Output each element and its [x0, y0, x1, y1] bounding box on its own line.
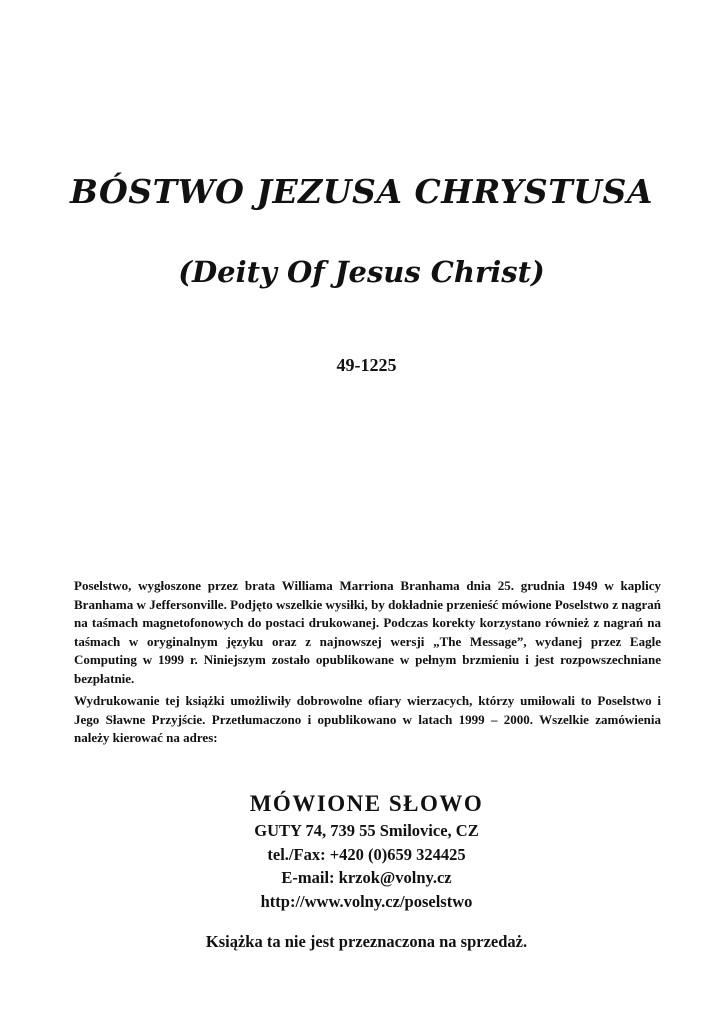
document-title: BÓSTWO JEZUSA CHRYSTUSA [69, 172, 653, 211]
phone-line: tel./Fax: +420 (0)659 324425 [267, 844, 466, 864]
contact-block [0, 789, 723, 913]
organization-name: MÓWIONE SŁOWO [249, 791, 484, 816]
email-line: E-mail: krzok@volny.cz [281, 868, 452, 887]
intro-paragraph-1: Poselstwo, wygłoszone przez brata Williama Marriona Branhama dnia 25. grudnia 1949 w kaplicy Branhama w Jeffersonville. Podjęto wszelkie wysiłki, by dokładnie przenieść mówione Poselstwo z nagrań na taśmach magnetofonowych do postaci drukowanej. Podczas korekty korzystano również z nagrań na taśmach w oryginalnym języku oraz z najnowszej wersji „The Message”, wydanej przez Eagle Computing w 1999 r. Niniejszym zostało opublikowane w pełnym brzmieniu i jest rozpowszechniane bezpłatnie. [74, 578, 661, 686]
website-line: http://www.volny.cz/poselstwo [260, 891, 473, 911]
not-for-sale-notice: Książka ta nie jest przeznaczona na sprzedaż. [205, 932, 528, 951]
sermon-code: 49-1225 [336, 355, 397, 375]
intro-paragraph-2: Wydrukowanie tej książki umożliwiły dobrowolne ofiary wierzacych, którzy umiłowali to Poselstwo i Jego Sławne Przyjście. Przetłumaczono i opublikowano w latach 1999 – 2000. Wszelkie zamówienia należy kierować na adres: [74, 693, 661, 745]
address-line: GUTY 74, 739 55 Smilovice, CZ [254, 821, 479, 840]
intro-text [74, 577, 661, 752]
document-subtitle: (Deity Of Jesus Christ) [178, 255, 545, 289]
